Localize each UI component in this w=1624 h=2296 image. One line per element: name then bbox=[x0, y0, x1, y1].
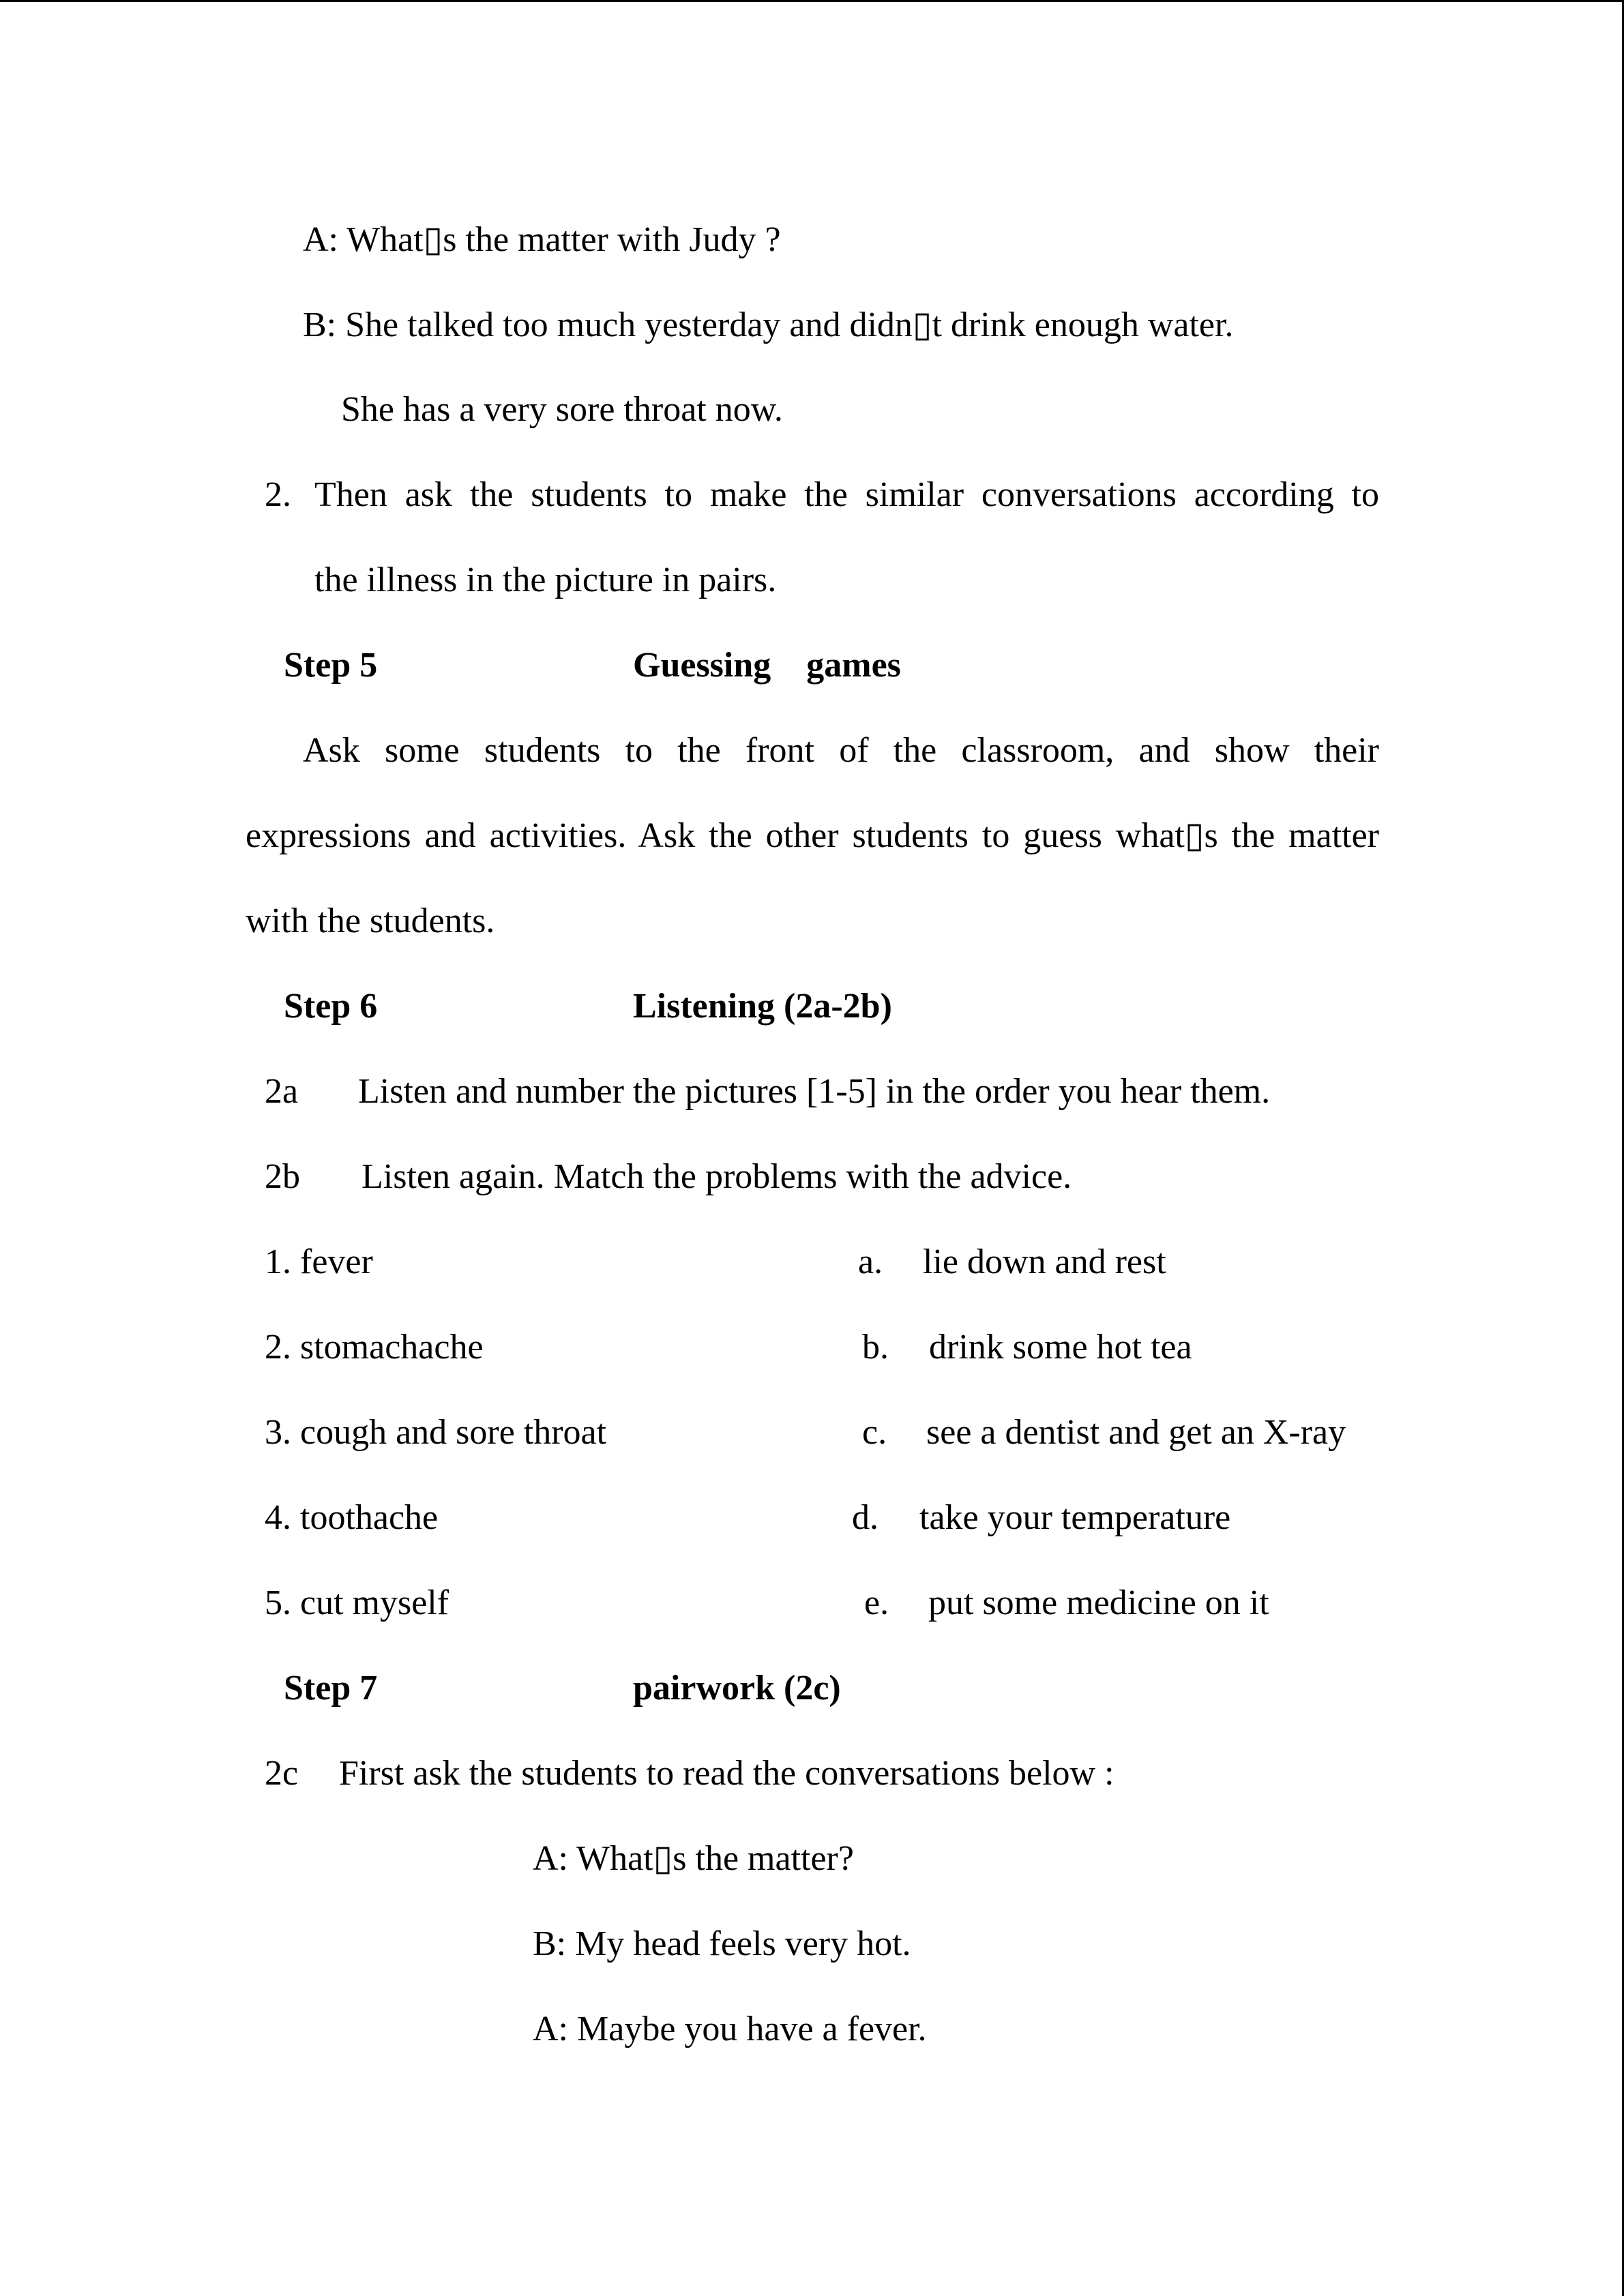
match-letter: d. bbox=[852, 1498, 879, 1537]
step7-label: Step 7 bbox=[284, 1669, 378, 1708]
dialogue1-line-b-cont: She has a very sore throat now. bbox=[341, 390, 783, 429]
match-advice: lie down and rest bbox=[923, 1242, 1166, 1281]
dialogue2-line: A: Maybe you have a fever. bbox=[533, 2010, 927, 2048]
match-advice: put some medicine on it bbox=[928, 1583, 1269, 1622]
task-2a-text: Listen and number the pictures [1-5] in the order you hear them. bbox=[358, 1072, 1271, 1111]
task-2c-text: First ask the students to read the conversations below : bbox=[339, 1754, 1114, 1793]
dialogue1-line-b: B: She talked too much yesterday and didn▯t drink enough water. bbox=[303, 305, 1234, 344]
instruction2-line2: the illness in the picture in pairs. bbox=[314, 561, 777, 599]
page-top-border bbox=[0, 0, 1624, 2]
step6-label: Step 6 bbox=[284, 987, 378, 1026]
step5-paragraph-line2: expressions and activities. Ask the other students to guess what▯s the matter bbox=[246, 816, 1379, 855]
match-letter: a. bbox=[858, 1242, 883, 1281]
match-advice: see a dentist and get an X-ray bbox=[926, 1413, 1346, 1452]
match-letter: c. bbox=[862, 1413, 887, 1452]
step5-paragraph-line3: with the students. bbox=[246, 901, 495, 940]
instruction2-number: 2. bbox=[265, 475, 291, 514]
match-problem: 2. stomachache bbox=[265, 1328, 484, 1367]
step5-label: Step 5 bbox=[284, 646, 378, 685]
match-problem: 4. toothache bbox=[265, 1498, 439, 1537]
step6-title: Listening (2a-2b) bbox=[633, 987, 892, 1026]
task-2c-code: 2c bbox=[265, 1754, 299, 1793]
instruction2-line1: Then ask the students to make the similar conversations according to bbox=[314, 475, 1379, 514]
task-2b-text: Listen again. Match the problems with the advice. bbox=[361, 1157, 1072, 1196]
dialogue1-line-a: A: What▯s the matter with Judy ? bbox=[303, 220, 781, 259]
match-letter: b. bbox=[862, 1328, 889, 1367]
match-problem: 3. cough and sore throat bbox=[265, 1413, 607, 1452]
step5-paragraph-line1: Ask some students to the front of the classroom, and show their bbox=[303, 731, 1379, 770]
task-2a-code: 2a bbox=[265, 1072, 299, 1111]
step7-title: pairwork (2c) bbox=[633, 1669, 841, 1708]
dialogue2-line: B: My head feels very hot. bbox=[533, 1924, 911, 1963]
match-letter: e. bbox=[864, 1583, 889, 1622]
step5-title: Guessing games bbox=[633, 646, 901, 685]
match-advice: drink some hot tea bbox=[929, 1328, 1192, 1367]
match-problem: 1. fever bbox=[265, 1242, 373, 1281]
match-advice: take your temperature bbox=[919, 1498, 1231, 1537]
dialogue2-line: A: What▯s the matter? bbox=[533, 1839, 854, 1878]
task-2b-code: 2b bbox=[265, 1157, 300, 1196]
match-problem: 5. cut myself bbox=[265, 1583, 449, 1622]
